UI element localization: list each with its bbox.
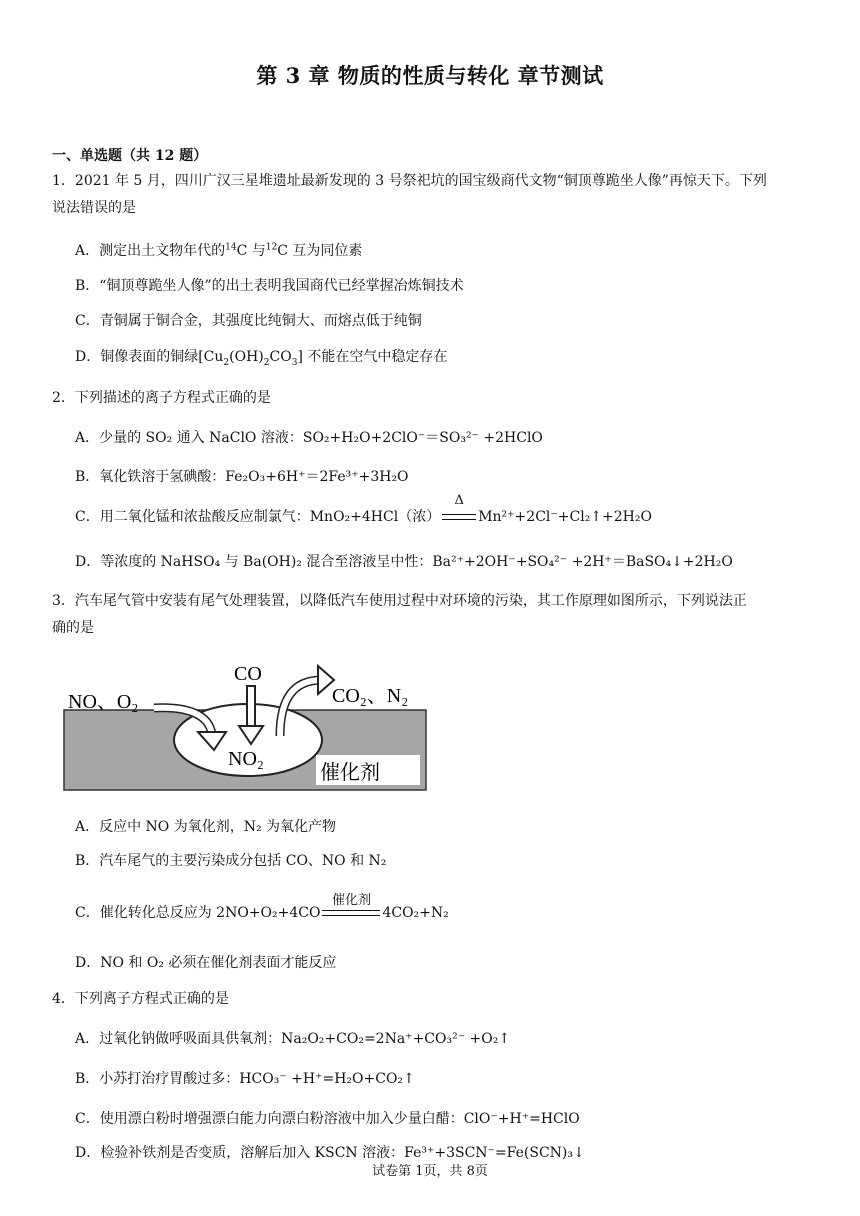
question-1-option-c: C．青铜属于铜合金，其强度比纯铜大、而熔点低于纯铜 (75, 313, 422, 329)
question-4-option-c: C．使用漂白粉时增强漂白能力向漂白粉溶液中加入少量白醋：ClO⁻+H⁺=HClO (75, 1111, 580, 1127)
co-arrow-shaft (247, 686, 255, 728)
heat-symbol: Δ (454, 493, 464, 508)
page-footer: 试卷第 1页，共 8页 (372, 1164, 488, 1179)
option-a-text-pre: A．测定出土文物年代的 (75, 243, 226, 259)
question-3-option-c (75, 893, 449, 922)
no2-label: NO₂ (228, 748, 264, 770)
question-3-option-b: B．汽车尾气的主要污染成分包括 CO、NO 和 N₂ (75, 853, 387, 869)
question-1-option-b: B．“铜顶尊跪坐人像”的出土表明我国商代已经掌握冶炼铜技术 (75, 278, 464, 294)
subscript: 2 (263, 357, 270, 368)
co-label: CO (234, 663, 262, 685)
question-3-option-d: D．NO 和 O₂ 必须在催化剂表面才能反应 (75, 955, 337, 971)
question-4-option-b: B．小苏打治疗胃酸过多：HCO₃⁻ +H⁺=H₂O+CO₂↑ (75, 1071, 415, 1087)
question-4-option-a: A．过氧化钠做呼吸面具供氧剂：Na₂O₂+CO₂=2Na⁺+CO₃²⁻ +O₂↑ (75, 1031, 511, 1047)
question-1-stem-line2: 说法错误的是 (52, 200, 136, 216)
question-3-stem (52, 588, 812, 642)
catalyst-condition-sign (322, 893, 380, 921)
subscript: 3 (291, 357, 298, 368)
heat-condition-sign (442, 493, 476, 525)
question-2-option-a: A．少量的 SO₂ 通入 NaClO 溶液：SO₂+H₂O+2ClO⁻＝SO₃²⁻ +2HClO (75, 430, 543, 446)
question-2-option-c (75, 493, 652, 526)
output-gases-label: CO₂、N₂ (332, 685, 409, 707)
option-d-text-mid2: CO (269, 349, 292, 365)
catalytic-converter-diagram (62, 658, 432, 798)
section-heading: 一、单选题（共 12 题） (52, 148, 208, 164)
question-1-stem-line1: 1．2021 年 5 月，四川广汉三星堆遗址最新发现的 3 号祭祀坑的国宝级商代文物“铜顶尊跪坐人像”再惊天下。下列 (52, 173, 767, 189)
question-3-option-a: A．反应中 NO 为氧化剂，N₂ 为氧化产物 (75, 819, 337, 835)
option-c-text-pre: C．用二氧化锰和浓盐酸反应制氯气：MnO₂+4HCl（浓） (75, 509, 441, 525)
question-2-stem: 2．下列描述的离子方程式正确的是 (52, 390, 271, 406)
option-c-text-pre: C．催化转化总反应为 2NO+O₂+4CO (75, 905, 321, 921)
equals-bar (322, 910, 380, 916)
option-c-text-post: Mn²⁺+2Cl⁻+Cl₂↑+2H₂O (478, 509, 652, 525)
option-a-text-mid: C 与 (236, 243, 266, 259)
catalyst-label: 催化剂 (320, 760, 380, 784)
question-1-option-a (75, 240, 362, 260)
superscript-14: 14 (225, 242, 237, 253)
subscript: 2 (223, 357, 230, 368)
question-2-option-d: D．等浓度的 NaHSO₄ 与 Ba(OH)₂ 混合至溶液呈中性：Ba²⁺+2OH⁻+SO₄²⁻ +2H⁺＝BaSO₄↓+2H₂O (75, 554, 733, 570)
catalyst-condition-label: 催化剂 (331, 893, 371, 908)
superscript-12: 12 (265, 242, 278, 253)
question-4-option-d: D．检验补铁剂是否变质，溶解后加入 KSCN 溶液：Fe³⁺+3SCN⁻=Fe(SCN)₃↓ (75, 1145, 585, 1161)
question-3-stem-line2: 确的是 (52, 620, 94, 636)
page-title: 第 3 章 物质的性质与转化 章节测试 (256, 63, 604, 88)
question-3-stem-line1: 3．汽车尾气管中安装有尾气处理装置，以降低汽车使用过程中对环境的污染，其工作原理如图所示，下列说法正 (52, 593, 747, 609)
question-4-stem: 4．下列离子方程式正确的是 (52, 991, 229, 1007)
option-d-text-post: ] 不能在空气中稳定存在 (297, 349, 448, 365)
option-a-text-post: C 互为同位素 (277, 243, 363, 259)
option-d-text-mid: (OH) (229, 349, 264, 365)
option-c-text-post: 4CO₂+N₂ (382, 905, 449, 921)
input-gases-label: NO、O₂ (68, 691, 139, 713)
question-1-stem (52, 168, 812, 222)
question-1-option-d (75, 346, 447, 368)
option-d-text-pre: D．铜像表面的铜绿[Cu (75, 349, 224, 365)
equals-bar (442, 514, 476, 520)
question-2-option-b: B．氧化铁溶于氢碘酸：Fe₂O₃+6H⁺＝2Fe³⁺+3H₂O (75, 469, 409, 485)
